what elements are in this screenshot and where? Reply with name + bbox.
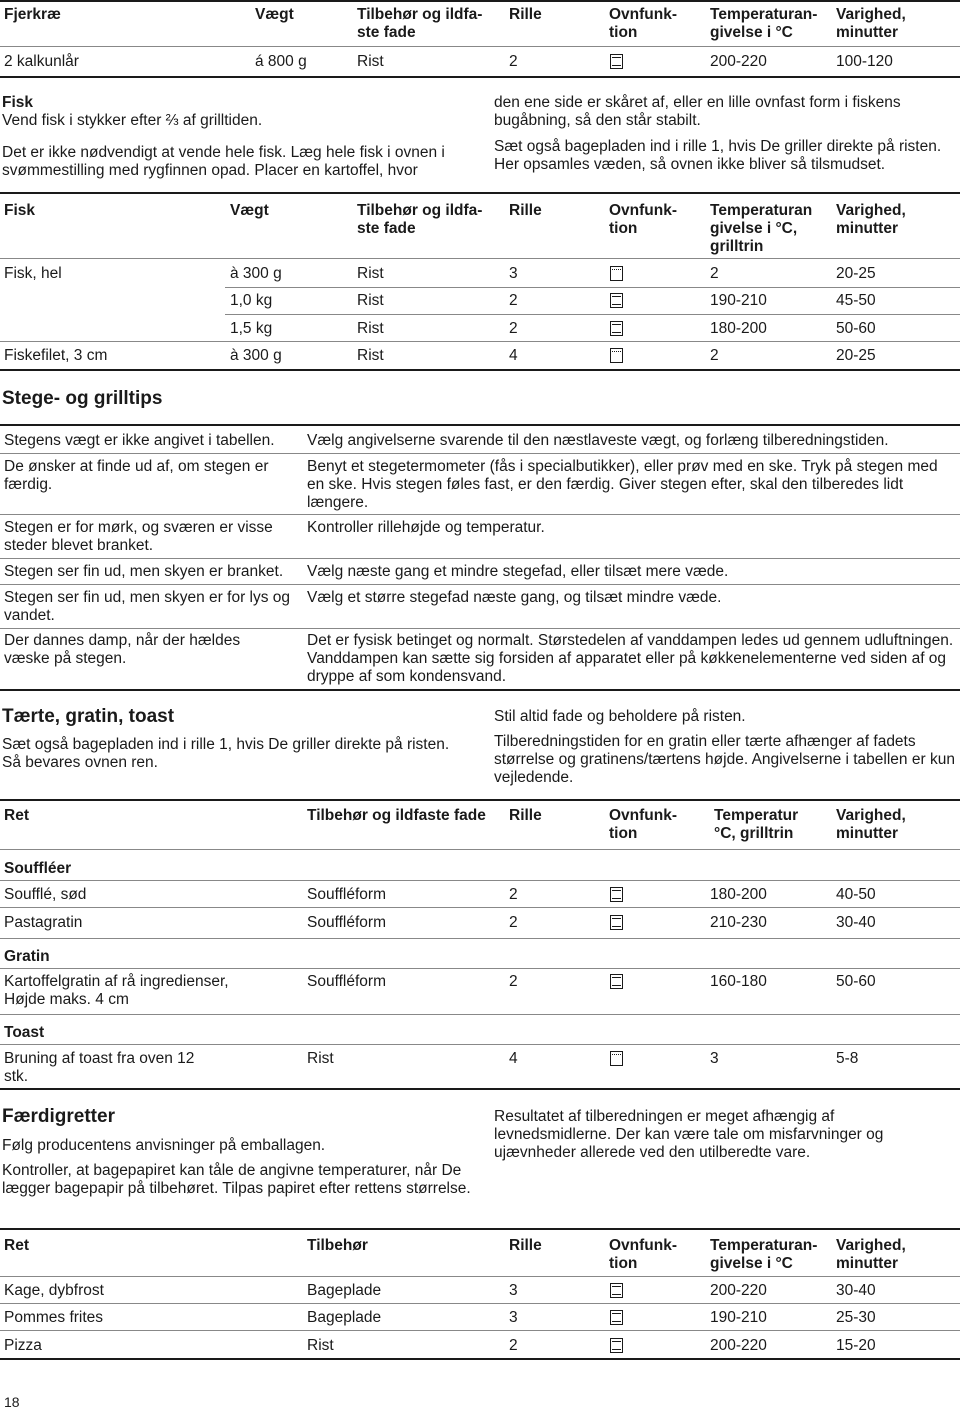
t2-cell: à 300 g: [230, 265, 282, 282]
rule: [0, 584, 960, 585]
t3-cell: Kartoffelgratin af rå ingredienser, Højde maks. 4 cm: [4, 973, 229, 1008]
t3-header-2: Rille: [509, 807, 542, 824]
t3-cell: 2: [509, 886, 518, 903]
t2-header-3: Rille: [509, 202, 542, 219]
t1-header-4: Ovnfunk- tion: [609, 6, 678, 41]
fisk-note-title: Fisk: [2, 94, 34, 111]
tips-problem: Stegen er for mørk, og sværen er visse steder blevet branket.: [4, 519, 273, 554]
top-bottom-heat-icon: [610, 887, 623, 902]
t2-cell: 1,0 kg: [230, 292, 273, 309]
t4-cell: 25-30: [836, 1309, 876, 1326]
t4-cell: Rist: [307, 1337, 334, 1354]
t2-header-6: Varighed, minutter: [836, 202, 906, 237]
t3-cell: Souffléform: [307, 886, 386, 903]
t1-cell: 100-120: [836, 53, 893, 70]
t3-cell: 5-8: [836, 1050, 859, 1067]
page-number: 18: [4, 1394, 20, 1410]
t2-header-2: Tilbehør og ildfa- ste fade: [357, 202, 483, 237]
rule: [0, 849, 960, 850]
t2-cell: 20-25: [836, 347, 876, 364]
t2-header-0: Fisk: [4, 202, 36, 219]
tips-solution: Vælg næste gang et mindre stegefad, eller tilsæt mere væde.: [307, 563, 729, 580]
t3-header-3: Ovnfunk- tion: [609, 807, 678, 842]
t3-header-0: Ret: [4, 807, 29, 824]
t1-header-6: Varighed, minutter: [836, 6, 906, 41]
t3-cell: 2: [509, 973, 518, 990]
t1-cell: 200-220: [710, 53, 767, 70]
t2-cell: Rist: [357, 292, 384, 309]
tips-problem: Stegen ser fin ud, men skyen er branket.: [4, 563, 284, 580]
top-bottom-heat-icon: [610, 1283, 623, 1298]
t2-cell: 20-25: [836, 265, 876, 282]
t1-header-1: Vægt: [255, 6, 294, 23]
faerdig-title: Færdigretter: [2, 1106, 115, 1127]
top-bottom-heat-icon: [610, 321, 623, 336]
t3-cell: 40-50: [836, 886, 876, 903]
t2-cell: 45-50: [836, 292, 876, 309]
rule: [0, 1044, 960, 1045]
tips-title: Stege- og grilltips: [2, 388, 163, 409]
t2-cell: 50-60: [836, 320, 876, 337]
fisk-note-text: Vend fisk i stykker efter ⅔ af grilltiden.: [2, 112, 263, 129]
t4-cell: 3: [509, 1309, 518, 1326]
t3-cell: Souffléform: [307, 973, 386, 990]
rule: [225, 287, 960, 288]
rule: [0, 1276, 960, 1277]
t1-cell: 2 kalkunlår: [4, 53, 79, 70]
t3-cell: Bruning af toast fra oven 12 stk.: [4, 1050, 195, 1085]
tips-solution: Kontroller rillehøjde og temperatur.: [307, 519, 545, 536]
t2-cell: 2: [710, 347, 719, 364]
t1-header-5: Temperaturan- givelse i °C: [710, 6, 818, 41]
t1-header-2: Tilbehør og ildfa- ste fade: [357, 6, 483, 41]
t2-header-1: Vægt: [230, 202, 269, 219]
t3-cell: 160-180: [710, 973, 767, 990]
t3-cell: 50-60: [836, 973, 876, 990]
fisk-note-text: Det er ikke nødvendigt at vende hele fisk. Læg hele fisk i ovnen i svømmestilling med rygfinnen opad. Placer en kartoffel, hvor: [2, 144, 445, 179]
t2-cell: Rist: [357, 320, 384, 337]
rule: [0, 46, 960, 47]
faerdig-text: Følg producentens anvisninger på emballagen.: [2, 1137, 326, 1154]
rule: [0, 689, 960, 691]
rule: [0, 558, 960, 559]
t2-header-5: Temperaturan givelse i °C, grilltrin: [710, 202, 813, 255]
t2-cell: 4: [509, 347, 518, 364]
t3-group: Gratin: [4, 948, 50, 965]
rule: [0, 424, 960, 426]
taerte-text: Stil altid fade og beholdere på risten.: [494, 708, 746, 725]
t3-header-4: Temperatur °C, grilltrin: [714, 807, 799, 842]
top-bottom-heat-icon: [610, 54, 623, 69]
top-bottom-heat-icon: [610, 293, 623, 308]
rule: [0, 907, 960, 908]
rule: [0, 938, 960, 939]
rule: [0, 1358, 960, 1360]
tips-solution: Benyt et stegetermometer (fås i specialbutikker), eller prøv med en ske. Tryk på stegen med en ske. Hvis stegen føles fast, er den færdig. Giver stegen efter, skal den tilberedes lidt længere.: [307, 458, 938, 511]
t2-cell: Fisk, hel: [4, 265, 62, 282]
t2-cell: 180-200: [710, 320, 767, 337]
rule: [225, 314, 960, 315]
t2-cell: 2: [710, 265, 719, 282]
rule: [0, 192, 960, 194]
rule: [0, 799, 960, 801]
t3-cell: 3: [710, 1050, 719, 1067]
t2-cell: à 300 g: [230, 347, 282, 364]
t4-header-0: Ret: [4, 1237, 29, 1254]
t3-cell: 4: [509, 1050, 518, 1067]
t4-cell: 30-40: [836, 1282, 876, 1299]
rule: [0, 369, 960, 371]
grill-icon: [610, 348, 623, 363]
t4-header-1: Tilbehør: [307, 1237, 368, 1254]
grill-icon: [610, 1051, 623, 1066]
t3-group: Toast: [4, 1024, 45, 1041]
rule: [0, 880, 960, 881]
t2-cell: 1,5 kg: [230, 320, 273, 337]
t3-cell: Souffléform: [307, 914, 386, 931]
t2-header-4: Ovnfunk- tion: [609, 202, 678, 237]
t4-header-2: Rille: [509, 1237, 542, 1254]
t4-cell: 15-20: [836, 1337, 876, 1354]
faerdig-text: Kontroller, at bagepapiret kan tåle de angivne temperaturer, når De lægger bagepapir på tilbehøret. Tilpas papiret efter rettens størrelse.: [2, 1162, 471, 1197]
t3-cell: Pastagratin: [4, 914, 83, 931]
t3-header-5: Varighed, minutter: [836, 807, 906, 842]
t4-header-4: Temperaturan- givelse i °C: [710, 1237, 818, 1272]
t1-cell: á 800 g: [255, 53, 307, 70]
rule: [0, 1228, 960, 1230]
rule: [0, 628, 960, 629]
t3-cell: 180-200: [710, 886, 767, 903]
t2-cell: Rist: [357, 347, 384, 364]
t1-cell: 2: [509, 53, 518, 70]
tips-problem: Der dannes damp, når der hældes væske på stegen.: [4, 632, 241, 667]
t4-cell: Bageplade: [307, 1309, 382, 1326]
t4-cell: 190-210: [710, 1309, 767, 1326]
rule: [0, 1330, 960, 1331]
faerdig-text: Resultatet af tilberedningen er meget afhængig af levnedsmidlerne. Der kan være tale om misfarvninger og ujævnheder allerede ved den utilberedte vare.: [494, 1108, 884, 1161]
top-bottom-heat-icon: [610, 1338, 623, 1353]
fisk-note-text: Sæt også bagepladen ind i rille 1, hvis De griller direkte på risten. Her opsamles væden, så ovnen ikke bliver så tilsmudset.: [494, 138, 942, 173]
rule: [0, 341, 960, 342]
rule: [0, 258, 960, 259]
rule: [0, 0, 960, 2]
tips-solution: Vælg et større stegefad næste gang, og tilsæt mindre væde.: [307, 589, 722, 606]
top-bottom-heat-icon: [610, 915, 623, 930]
top-bottom-heat-icon: [610, 974, 623, 989]
rule: [0, 1088, 960, 1090]
t4-header-5: Varighed, minutter: [836, 1237, 906, 1272]
rule: [0, 453, 960, 454]
tips-problem: Stegens vægt er ikke angivet i tabellen.: [4, 432, 275, 449]
tips-problem: De ønsker at finde ud af, om stegen er færdig.: [4, 458, 269, 493]
taerte-title: Tærte, gratin, toast: [2, 706, 175, 727]
t4-cell: Kage, dybfrost: [4, 1282, 104, 1299]
t4-cell: 200-220: [710, 1337, 767, 1354]
t4-cell: Bageplade: [307, 1282, 382, 1299]
t2-cell: 190-210: [710, 292, 767, 309]
rule: [0, 1303, 960, 1304]
t3-group: Souffléer: [4, 860, 72, 877]
tips-solution: Vælg angivelserne svarende til den næstlaveste vægt, og forlæng tilberedningstiden.: [307, 432, 889, 449]
rule: [0, 76, 960, 78]
t3-cell: 210-230: [710, 914, 767, 931]
t2-cell: 2: [509, 320, 518, 337]
rule: [0, 514, 960, 515]
t3-cell: Rist: [307, 1050, 334, 1067]
t4-cell: 3: [509, 1282, 518, 1299]
t3-cell: 2: [509, 914, 518, 931]
t1-header-0: Fjerkræ: [4, 6, 61, 23]
t4-header-3: Ovnfunk- tion: [609, 1237, 678, 1272]
t2-cell: 2: [509, 292, 518, 309]
t3-cell: 30-40: [836, 914, 876, 931]
t4-cell: 2: [509, 1337, 518, 1354]
t2-cell: Rist: [357, 265, 384, 282]
t2-cell: Fiskefilet, 3 cm: [4, 347, 108, 364]
fisk-note-text: den ene side er skåret af, eller en lille ovnfast form i fiskens bugåbning, så den står stabilt.: [494, 94, 901, 129]
tips-solution: Det er fysisk betinget og normalt. Størstedelen af vanddampen ledes ud gennem udluftningen. Vanddampen kan sætte sig forsiden af apparatet eller på køkkenelementerne ved siden af og dryppe af som kondensvand.: [307, 632, 954, 685]
grill-icon: [610, 266, 623, 281]
t1-header-3: Rille: [509, 6, 542, 23]
tips-problem: Stegen ser fin ud, men skyen er for lys og vandet.: [4, 589, 291, 624]
taerte-text: Sæt også bagepladen ind i rille 1, hvis De griller direkte på risten. Så bevares ovnen ren.: [2, 736, 450, 771]
rule: [0, 1014, 960, 1015]
taerte-text: Tilberedningstiden for en gratin eller tærte afhænger af fadets størrelse og gratinens/tærtens højde. Angivelserne i tabellen er kun vejledende.: [494, 733, 955, 786]
top-bottom-heat-icon: [610, 1310, 623, 1325]
t3-cell: Soufflé, sød: [4, 886, 87, 903]
t4-cell: 200-220: [710, 1282, 767, 1299]
t1-cell: Rist: [357, 53, 384, 70]
t3-header-1: Tilbehør og ildfaste fade: [307, 807, 486, 824]
t2-cell: 3: [509, 265, 518, 282]
t4-cell: Pommes frites: [4, 1309, 104, 1326]
rule: [0, 968, 960, 969]
t4-cell: Pizza: [4, 1337, 42, 1354]
